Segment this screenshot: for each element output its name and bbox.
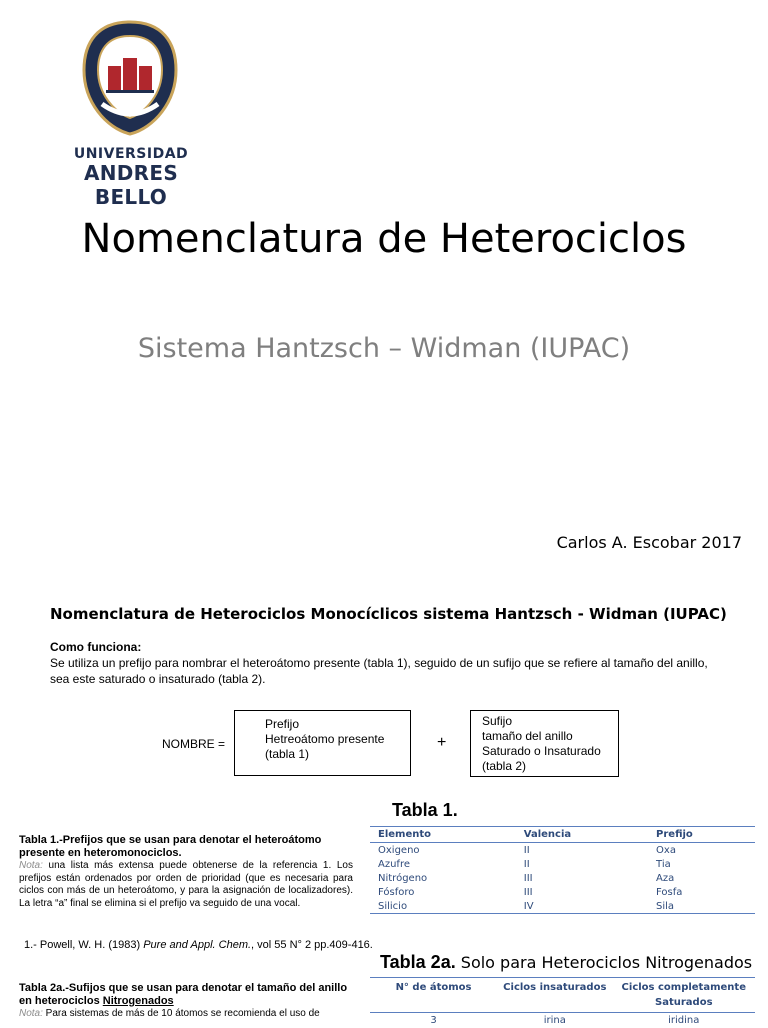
reference-note (24, 939, 373, 951)
table-header: Ciclos completamente Saturados (613, 978, 755, 1013)
table-row (370, 885, 755, 899)
university-name-line1: UNIVERSIDAD (46, 146, 216, 162)
tabla2a-note (19, 1008, 353, 1021)
tabla2a-heading-bold: Tabla 2a. (380, 952, 456, 972)
table-cell: 3 (370, 1013, 497, 1028)
reference-prefix: 1.- Powell, W. H. (1983) (24, 939, 143, 951)
como-funciona-heading: Como funciona: (50, 640, 141, 654)
table-cell: III (516, 871, 648, 885)
table-header: N° de átomos (370, 978, 497, 1013)
table-cell: Fosfa (648, 885, 755, 899)
table-cell: Aza (648, 871, 755, 885)
tabla1-heading: Tabla 1. (392, 800, 458, 821)
tabla2a-note-label: Nota: (19, 1008, 43, 1019)
page-divider (0, 576, 768, 584)
tabla2a-heading (380, 952, 752, 973)
tabla1-note-text: una lista más extensa puede obtenerse de la referencia 1. Los prefijos están ordenados por orden de prioridad (que es necesaria para ciclos con más de un heteroátomo, y para la asignación de localizadores). La letra “a” final se elimina si el prefijo va seguido de una vocal. (19, 860, 353, 909)
tabla1-caption (19, 834, 353, 910)
table-cell: Oxigeno (370, 843, 516, 858)
tabla2a-caption-title (19, 982, 347, 1007)
university-name-line2: ANDRES BELLO (46, 161, 216, 209)
prefix-box (234, 710, 411, 776)
suffix-box (470, 710, 619, 777)
table-cell: irina (497, 1013, 613, 1028)
tabla1-caption-title: Tabla 1.-Prefijos que se usan para denotar el heteroátomo presente en heteromonociclos. (19, 834, 321, 859)
tabla2a-note-text: Para sistemas de más de 10 átomos se recomienda el uso de (43, 1008, 320, 1019)
suffix-box-line: tamaño del anillo (482, 729, 618, 744)
table-header: Ciclos insaturados (497, 978, 613, 1013)
table-row (370, 899, 755, 914)
suffix-box-line: Saturado o Insaturado (482, 744, 618, 759)
tabla2a-caption-underline: Nitrogenados (103, 995, 174, 1007)
como-funciona-text: Se utiliza un prefijo para nombrar el heteroátomo presente (tabla 1), seguido de un sufijo que se refiere al tamaño del anillo, sea este saturado o insaturado (tabla 2). (50, 655, 730, 687)
formula-nombre-label: NOMBRE = (162, 737, 225, 751)
document-title: Nomenclatura de Heterociclos Monocíclicos sistema Hantzsch - Widman (IUPAC) (50, 605, 727, 623)
prefix-box-line: Prefijo (265, 717, 410, 732)
table-cell: iridina (613, 1013, 755, 1028)
prefix-box-line: Hetreoátomo presente (265, 732, 410, 747)
table-cell: Nitrógeno (370, 871, 516, 885)
table-cell: II (516, 857, 648, 871)
tabla1-note-label: Nota: (19, 860, 43, 871)
tabla2a-caption-text: Tabla 2a.-Sufijos que se usan para denotar el tamaño del anillo en heterociclos (19, 982, 347, 1007)
table-cell: II (516, 843, 648, 858)
table-header: Elemento (370, 827, 516, 843)
university-logo (46, 20, 216, 190)
table-header: Prefijo (648, 827, 755, 843)
table-row (370, 871, 755, 885)
table-cell: III (516, 885, 648, 899)
suffix-box-line: Sufijo (482, 714, 618, 729)
table-cell: Azufre (370, 857, 516, 871)
reference-journal: Pure and Appl. Chem. (143, 939, 251, 951)
slide-subtitle: Sistema Hantzsch – Widman (IUPAC) (0, 333, 768, 364)
prefix-box-line: (tabla 1) (265, 747, 410, 762)
tabla2a-table (370, 977, 755, 1028)
table-cell: Sila (648, 899, 755, 914)
formula-plus-sign: + (437, 734, 446, 752)
document-page (0, 584, 768, 1024)
table-row (370, 843, 755, 858)
tabla1-note (19, 860, 353, 910)
university-seal-icon (82, 20, 178, 136)
table-cell: Fósforo (370, 885, 516, 899)
table-cell: Tia (648, 857, 755, 871)
slide-author: Carlos A. Escobar 2017 (557, 533, 742, 552)
table-cell: Oxa (648, 843, 755, 858)
slide-title: Nomenclatura de Heterociclos (0, 216, 768, 262)
tabla2a-heading-rest: Solo para Heterociclos Nitrogenados (456, 953, 752, 972)
reference-suffix: , vol 55 N° 2 pp.409-416. (251, 939, 373, 951)
table-cell: Silicio (370, 899, 516, 914)
suffix-box-line: (tabla 2) (482, 759, 618, 774)
table-header: Valencia (516, 827, 648, 843)
tabla2a-caption (19, 982, 353, 1021)
tabla1-table (370, 826, 755, 914)
table-row (370, 1013, 755, 1028)
table-cell: IV (516, 899, 648, 914)
table-row (370, 857, 755, 871)
